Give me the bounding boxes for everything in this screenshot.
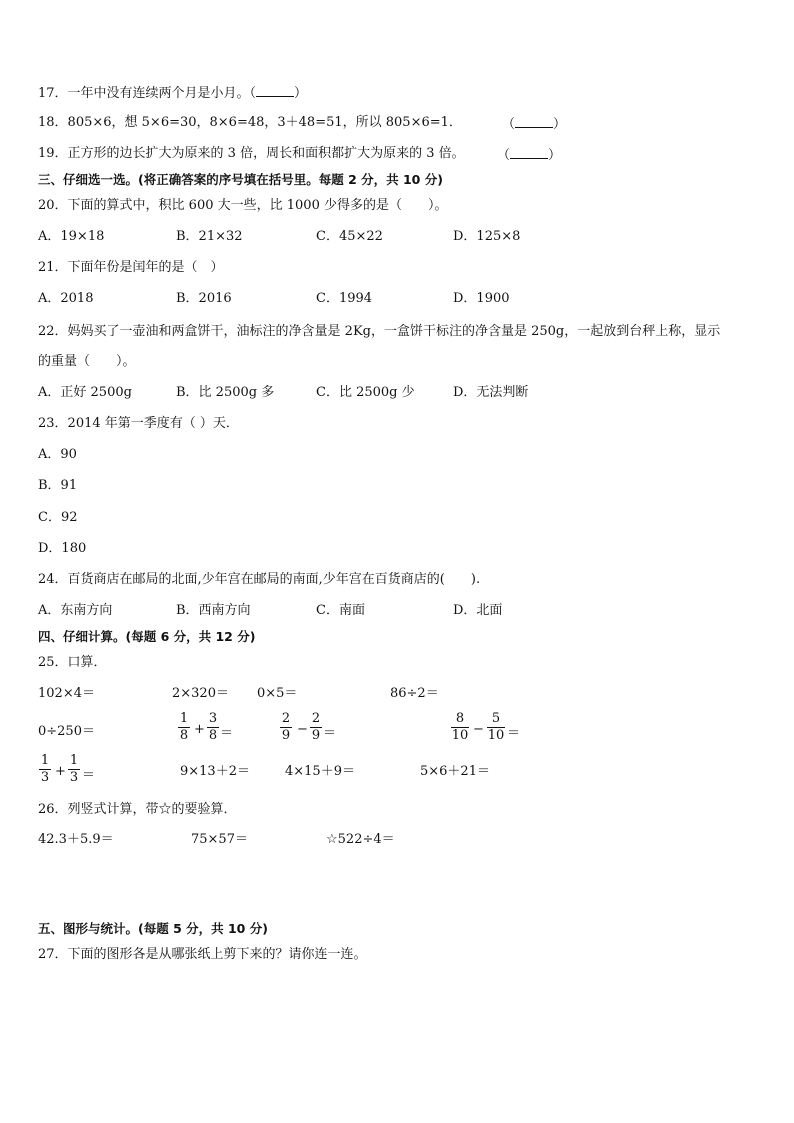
fraction [178, 712, 190, 743]
numerator: 8 [455, 711, 465, 726]
numerator: 2 [281, 711, 291, 726]
question-27-text: 27．下面的图形各是从哪张纸上剪下来的？请你连一连。 [38, 947, 367, 962]
q23-option-a[interactable]: A．90 [38, 447, 77, 462]
vertical-calc-item: 75×57＝ [191, 832, 248, 847]
fraction [310, 712, 322, 743]
q24-option-d[interactable]: D．北面 [453, 603, 503, 618]
q21-option-a[interactable]: A．2018 [38, 291, 94, 306]
q21-option-d[interactable]: D．1900 [453, 291, 510, 306]
section-3-heading: 三、仔细选一选。(将正确答案的序号填在括号里。每题 2 分，共 10 分) [38, 172, 443, 187]
q20-option-b[interactable]: B．21×32 [176, 229, 243, 244]
denominator: 10 [451, 728, 469, 743]
equals-sign: ＝ [507, 726, 521, 741]
question-22-text-line1: 22．妈妈买了一壶油和两盒饼干，油标注的净含量是 2Kg，一盒饼干标注的净含量是 250g，一起放到台秤上称，显示 [38, 324, 721, 339]
q20-option-c[interactable]: C．45×22 [316, 229, 383, 244]
mental-calc-item: 0×5＝ [257, 686, 298, 701]
paren-close: ） [548, 148, 562, 163]
fraction [207, 712, 219, 743]
fraction [68, 754, 80, 785]
fraction [39, 754, 51, 785]
question-23-text: 23．2014 年第一季度有（ ）天． [38, 416, 239, 431]
denominator: 3 [69, 770, 79, 785]
mental-calc-item: 86÷2＝ [390, 686, 439, 701]
denominator: 9 [311, 728, 321, 743]
question-17 [38, 84, 307, 102]
paren-open: （ [502, 117, 516, 132]
q23-option-b[interactable]: B．91 [38, 478, 78, 493]
question-22-text-line2: 的重量（ ）。 [38, 354, 136, 369]
question-18-answer [502, 115, 566, 133]
fraction [451, 712, 469, 743]
equals-sign: ＝ [220, 726, 234, 741]
question-18 [38, 115, 462, 131]
fraction [487, 712, 505, 743]
q23-option-d[interactable]: D．180 [38, 541, 87, 556]
numerator: 3 [208, 711, 218, 726]
mental-calc-item: 9×13＋2＝ [180, 764, 250, 779]
q24-option-a[interactable]: A．东南方向 [38, 603, 113, 618]
vertical-calc-item: 42.3＋5.9＝ [38, 832, 114, 847]
fraction [280, 712, 292, 743]
answer-blank[interactable] [510, 146, 548, 159]
numerator: 1 [69, 753, 79, 768]
question-26-text: 26．列竖式计算，带☆的要验算． [38, 802, 237, 817]
q23-option-c[interactable]: C．92 [38, 510, 78, 525]
answer-blank[interactable] [256, 84, 294, 97]
q21-option-c[interactable]: C．1994 [316, 291, 373, 306]
vertical-calc-item: ☆522÷4＝ [326, 832, 395, 847]
mental-calc-item: 5×6＋21＝ [420, 764, 490, 779]
mental-calc-item: 2×320＝ [172, 686, 229, 701]
denominator: 10 [487, 728, 505, 743]
numerator: 1 [40, 753, 50, 768]
q22-option-d[interactable]: D．无法判断 [453, 385, 529, 400]
denominator: 3 [40, 770, 50, 785]
q20-option-a[interactable]: A．19×18 [38, 229, 105, 244]
question-19-answer [497, 146, 561, 164]
mental-calc-item: 4×15＋9＝ [285, 764, 355, 779]
question-20-text: 20．下面的算式中，积比 600 大一些，比 1000 少得多的是（ ）。 [38, 198, 448, 213]
q22-option-a[interactable]: A．正好 2500g [38, 385, 132, 400]
paren-open: （ [497, 148, 511, 163]
question-24-text: 24．百货商店在邮局的北面,少年宫在邮局的南面,少年宫在百货商店的( ). [38, 572, 481, 587]
q21-option-b[interactable]: B．2016 [176, 291, 232, 306]
question-21-text: 21．下面年份是闰年的是（ ） [38, 260, 224, 275]
question-25-text: 25．口算． [38, 655, 107, 670]
mental-calc-item: 102×4＝ [38, 686, 95, 701]
plus-sign: + [55, 764, 66, 779]
question-18-text: 18．805×6，想 5×6=30，8×6=48，3＋48=51，所以 805×6=1． [38, 115, 462, 130]
question-17-text: 17．一年中没有连续两个月是小月。（ [38, 86, 257, 101]
minus-sign: − [297, 722, 308, 737]
plus-sign: + [194, 722, 205, 737]
q22-option-c[interactable]: C．比 2500g 少 [316, 385, 415, 400]
question-19 [38, 146, 465, 162]
paren-close: ） [294, 86, 308, 101]
q22-option-b[interactable]: B．比 2500g 多 [176, 385, 275, 400]
denominator: 8 [208, 728, 218, 743]
answer-blank[interactable] [515, 115, 553, 128]
mental-calc-item: 0÷250＝ [38, 724, 95, 739]
equals-sign: ＝ [82, 768, 96, 783]
numerator: 1 [179, 711, 189, 726]
question-19-text: 19．正方形的边长扩大为原来的 3 倍，周长和面积都扩大为原来的 3 倍。 [38, 146, 465, 161]
numerator: 2 [311, 711, 321, 726]
q24-option-c[interactable]: C．南面 [316, 603, 365, 618]
denominator: 9 [281, 728, 291, 743]
denominator: 8 [179, 728, 189, 743]
paren-close: ） [553, 117, 567, 132]
numerator: 5 [491, 711, 501, 726]
q24-option-b[interactable]: B．西南方向 [176, 603, 251, 618]
q20-option-d[interactable]: D．125×8 [453, 229, 521, 244]
section-5-heading: 五、图形与统计。(每题 5 分，共 10 分) [38, 921, 268, 936]
minus-sign: − [473, 722, 484, 737]
equals-sign: ＝ [323, 726, 337, 741]
section-4-heading: 四、仔细计算。(每题 6 分，共 12 分) [38, 629, 256, 644]
